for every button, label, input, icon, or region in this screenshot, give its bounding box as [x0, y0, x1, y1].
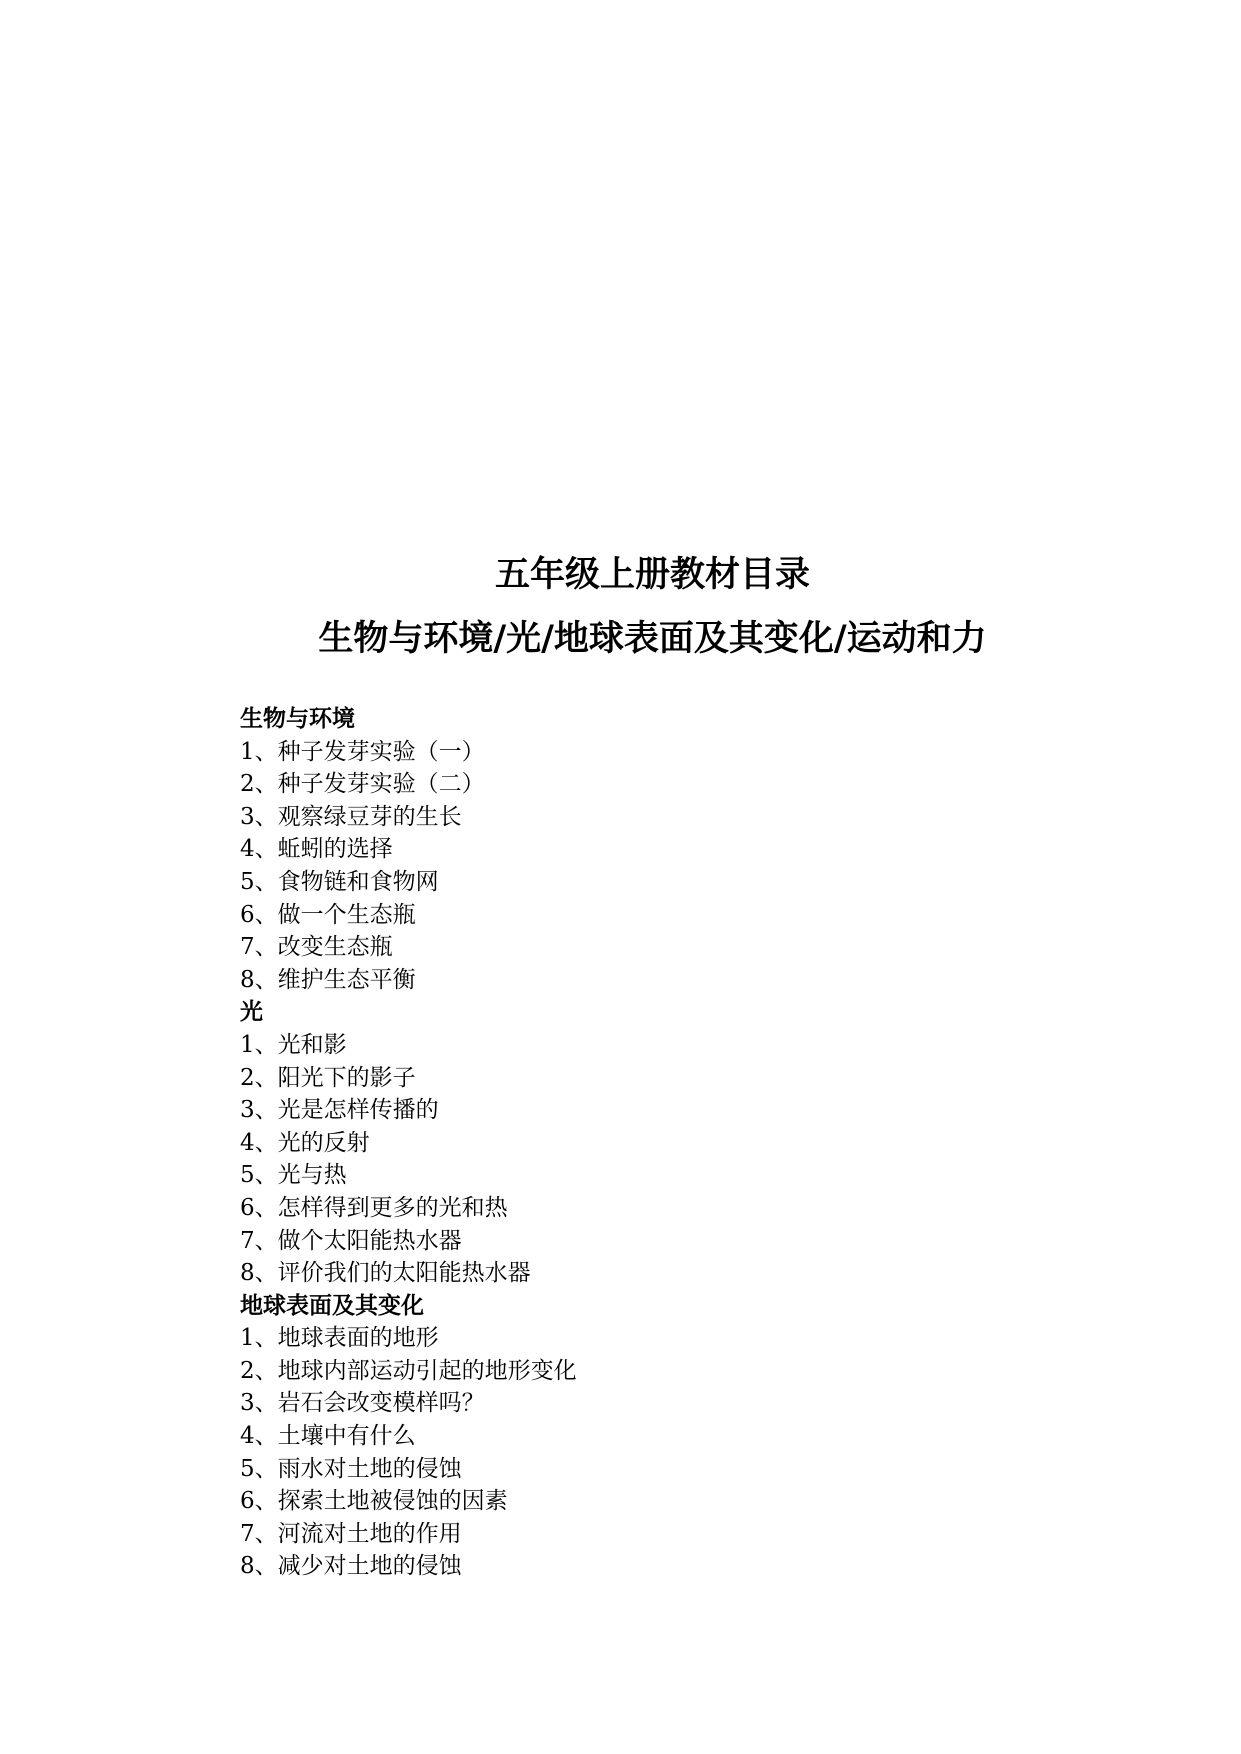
toc-item: 8、维护生态平衡	[240, 966, 416, 993]
table-of-contents	[240, 703, 1000, 1583]
toc-item: 3、观察绿豆芽的生长	[240, 803, 462, 830]
toc-item: 2、种子发芽实验（二）	[240, 771, 485, 798]
toc-item: 1、种子发芽实验（一）	[240, 738, 485, 765]
toc-item: 2、阳光下的影子	[240, 1064, 416, 1091]
toc-item: 3、岩石会改变模样吗？	[240, 1390, 485, 1417]
toc-item: 4、蚯蚓的选择	[240, 836, 393, 863]
toc-item: 7、河流对土地的作用	[240, 1520, 462, 1547]
toc-item: 5、食物链和食物网	[240, 868, 439, 895]
toc-item: 1、地球表面的地形	[240, 1325, 439, 1352]
toc-item: 2、地球内部运动引起的地形变化	[240, 1357, 577, 1384]
toc-item: 8、评价我们的太阳能热水器	[240, 1260, 531, 1287]
toc-item: 7、改变生态瓶	[240, 934, 393, 961]
toc-item: 8、减少对土地的侵蚀	[240, 1553, 462, 1580]
section-heading-biology-environment: 生物与环境	[240, 705, 355, 732]
toc-item: 4、光的反射	[240, 1129, 370, 1156]
toc-item: 5、光与热	[240, 1162, 347, 1189]
toc-item: 4、土壤中有什么	[240, 1423, 416, 1450]
toc-item: 6、怎样得到更多的光和热	[240, 1194, 508, 1221]
section-heading-earth-surface: 地球表面及其变化	[240, 1291, 424, 1319]
toc-item: 6、做一个生态瓶	[240, 901, 416, 928]
toc-item: 1、光和影	[240, 1031, 347, 1058]
toc-item: 5、雨水对土地的侵蚀	[240, 1455, 462, 1482]
toc-item: 6、探索土地被侵蚀的因素	[240, 1488, 508, 1515]
document-title: 五年级上册教材目录	[494, 554, 810, 595]
toc-item: 7、做个太阳能热水器	[240, 1227, 462, 1254]
toc-item: 3、光是怎样传播的	[240, 1097, 439, 1124]
section-heading-light: 光	[240, 998, 263, 1026]
document-subtitle: 生物与环境/光/地球表面及其变化/运动和力	[318, 618, 987, 659]
